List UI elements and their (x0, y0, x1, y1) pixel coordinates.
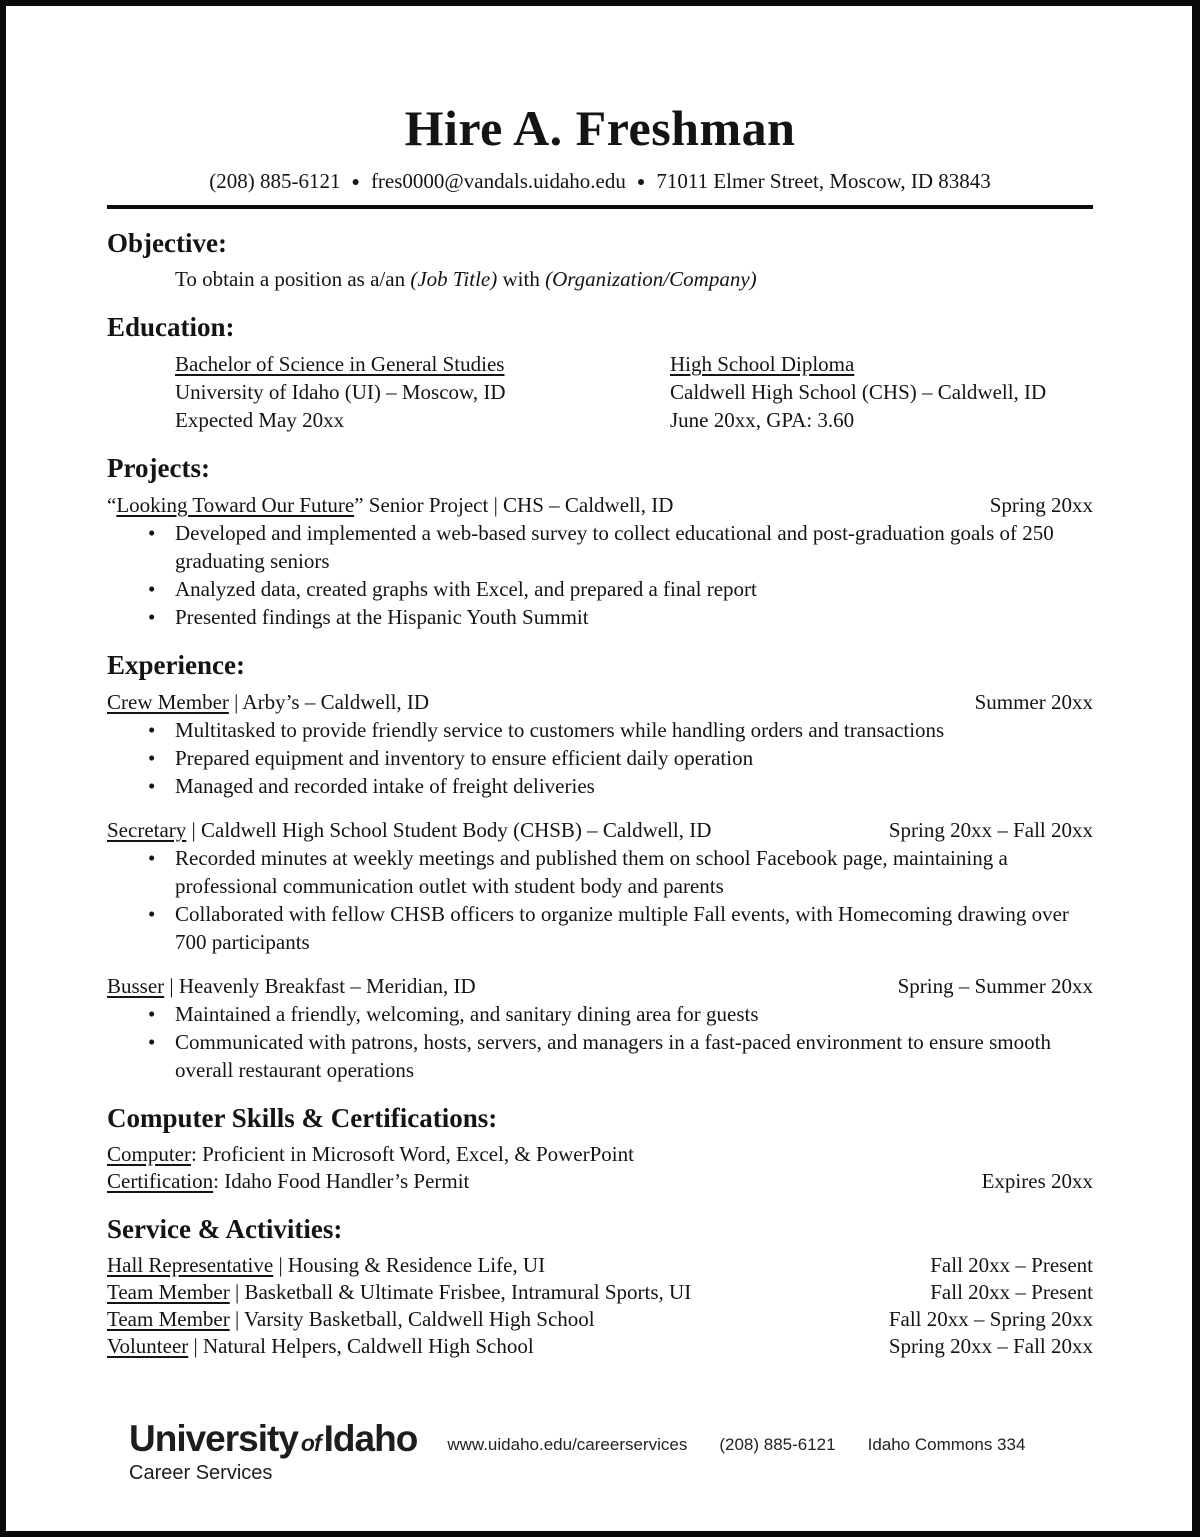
objective-organization-placeholder: (Organization/Company) (545, 267, 757, 291)
graduation-date: June 20xx, GPA: 3.60 (670, 408, 855, 432)
job-title-line (107, 816, 1093, 844)
contact-email: fres0000@vandals.uidaho.edu (370, 169, 626, 193)
school-name: University of Idaho (UI) – Moscow, ID (175, 380, 506, 404)
bullet-item: • Managed and recorded intake of freight deliveries (107, 772, 1093, 800)
service-detail: | Housing & Residence Life, UI (273, 1253, 546, 1277)
projects-heading: Projects: (107, 453, 210, 483)
bullet-item: • Recorded minutes at weekly meetings and published them on school Facebook page, maintaining a professional communication outlet with student body and parents (107, 844, 1093, 900)
certification-expiry-date: Expires 20xx (981, 1169, 1093, 1193)
service-detail: | Basketball & Ultimate Frisbee, Intramural Sports, UI (229, 1280, 692, 1304)
section-experience (107, 649, 1093, 1084)
contact-phone: (208) 885-6121 (209, 169, 341, 193)
job-role: Secretary (107, 818, 187, 842)
service-row (107, 1252, 1093, 1279)
job-bullets (107, 1000, 1093, 1084)
project-date: Spring 20xx (989, 493, 1093, 517)
job-title (107, 816, 711, 844)
job-title-line (107, 972, 1093, 1000)
footer-phone: (208) 885-6121 (719, 1434, 836, 1454)
education-heading: Education: (107, 312, 235, 342)
logo-wordmark (129, 1418, 417, 1460)
service-row (107, 1279, 1093, 1306)
service-row (107, 1306, 1093, 1333)
bullet-item: • Maintained a friendly, welcoming, and sanitary dining area for guests (107, 1000, 1093, 1028)
bullet-item: • Developed and implemented a web-based survey to collect educational and post-graduation goals of 250 graduating seniors (107, 519, 1093, 575)
experience-entry-secretary (107, 816, 1093, 956)
service-role: Hall Representative (107, 1253, 274, 1277)
service-text (107, 1279, 691, 1306)
job-role: Crew Member (107, 690, 229, 714)
bullet-item: • Communicated with patrons, hosts, servers, and managers in a fast-paced environment to ensure smooth overall restaurant operations (107, 1028, 1093, 1084)
skill-detail: : Proficient in Microsoft Word, Excel, & PowerPoint (191, 1142, 634, 1166)
job-date: Summer 20xx (974, 690, 1093, 714)
service-text (107, 1306, 595, 1333)
job-bullets (107, 844, 1093, 956)
degree-title: Bachelor of Science in General Studies (175, 352, 505, 376)
experience-entry-busser (107, 972, 1093, 1084)
service-date: Fall 20xx – Spring 20xx (888, 1307, 1093, 1331)
section-objective (107, 227, 1093, 293)
footer-location: Idaho Commons 334 (867, 1434, 1026, 1454)
objective-heading: Objective: (107, 228, 227, 258)
bullet-item: • Collaborated with fellow CHSB officers to organize multiple Fall events, with Homecoming drawing over 700 participants (107, 900, 1093, 956)
service-role: Volunteer (107, 1334, 189, 1358)
skills-heading: Computer Skills & Certifications: (107, 1103, 498, 1133)
footer (107, 1418, 1093, 1485)
quote-open: “ (107, 493, 117, 517)
footer-website: www.uidaho.edu/careerservices (447, 1434, 688, 1454)
objective-text (175, 266, 1093, 293)
skill-detail: : Idaho Food Handler’s Permit (213, 1169, 470, 1193)
job-bullets (107, 716, 1093, 800)
service-text (107, 1252, 545, 1279)
skill-label: Certification (107, 1169, 214, 1193)
service-date: Fall 20xx – Present (930, 1253, 1093, 1277)
bullet-separator-icon: ● (636, 175, 646, 190)
experience-heading: Experience: (107, 650, 245, 680)
job-company: | Arby’s – Caldwell, ID (228, 690, 430, 714)
degree-title: High School Diploma (670, 352, 855, 376)
project-title-rest: ” Senior Project | CHS – Caldwell, ID (354, 493, 674, 517)
service-date: Fall 20xx – Present (930, 1280, 1093, 1304)
school-name: Caldwell High School (CHS) – Caldwell, ID (670, 380, 1047, 404)
service-date: Spring 20xx – Fall 20xx (888, 1334, 1093, 1358)
education-entry-highschool (670, 350, 1046, 434)
resume-name: Hire A. Freshman (404, 100, 796, 156)
experience-entry-crew-member (107, 688, 1093, 800)
logo-university-text: University (129, 1418, 298, 1459)
computer-skills-text (107, 1141, 634, 1168)
contact-line (107, 168, 1093, 196)
bullet-item: • Presented findings at the Hispanic Youth Summit (107, 603, 1093, 631)
bullet-item: • Prepared equipment and inventory to ensure efficient daily operation (107, 744, 1093, 772)
job-date: Spring 20xx – Fall 20xx (888, 818, 1093, 842)
logo-of-text: of (300, 1430, 321, 1456)
logo-career-services-text: Career Services (129, 1462, 273, 1484)
certification-text (107, 1168, 469, 1195)
computer-skills-line (107, 1141, 1093, 1168)
job-title (107, 972, 476, 1000)
education-entry-college (175, 350, 670, 434)
service-row (107, 1333, 1093, 1360)
section-skills (107, 1102, 1093, 1195)
university-of-idaho-logo (129, 1418, 417, 1485)
section-projects (107, 452, 1093, 631)
project-title (107, 491, 673, 519)
footer-info (447, 1435, 1025, 1469)
project-bullets (107, 519, 1093, 631)
service-detail: | Natural Helpers, Caldwell High School (188, 1334, 534, 1358)
section-service (107, 1213, 1093, 1360)
service-role: Team Member (107, 1280, 230, 1304)
job-title (107, 688, 429, 716)
header-divider (107, 205, 1093, 209)
job-role: Busser (107, 974, 165, 998)
service-role: Team Member (107, 1307, 230, 1331)
objective-prefix: To obtain a position as a/an (175, 267, 411, 291)
contact-address: 71011 Elmer Street, Moscow, ID 83843 (656, 169, 991, 193)
job-date: Spring – Summer 20xx (897, 974, 1093, 998)
section-education (107, 311, 1093, 434)
education-columns (175, 350, 1093, 434)
objective-job-title-placeholder: (Job Title) (410, 267, 498, 291)
project-entry (107, 491, 1093, 631)
job-company: | Caldwell High School Student Body (CHSB) – Caldwell, ID (186, 818, 712, 842)
service-text (107, 1333, 534, 1360)
logo-idaho-text: Idaho (323, 1418, 418, 1459)
certification-line (107, 1168, 1093, 1195)
objective-mid: with (497, 267, 546, 291)
bullet-item: • Multitasked to provide friendly service to customers while handling orders and transactions (107, 716, 1093, 744)
service-heading: Service & Activities: (107, 1214, 343, 1244)
service-detail: | Varsity Basketball, Caldwell High School (229, 1307, 595, 1331)
skill-label: Computer (107, 1142, 191, 1166)
project-name: Looking Toward Our Future (116, 493, 355, 517)
bullet-separator-icon: ● (351, 175, 360, 190)
bullet-item: • Analyzed data, created graphs with Excel, and prepared a final report (107, 575, 1093, 603)
project-title-line (107, 491, 1093, 519)
job-company: | Heavenly Breakfast – Meridian, ID (164, 974, 476, 998)
graduation-date: Expected May 20xx (175, 408, 345, 432)
job-title-line (107, 688, 1093, 716)
